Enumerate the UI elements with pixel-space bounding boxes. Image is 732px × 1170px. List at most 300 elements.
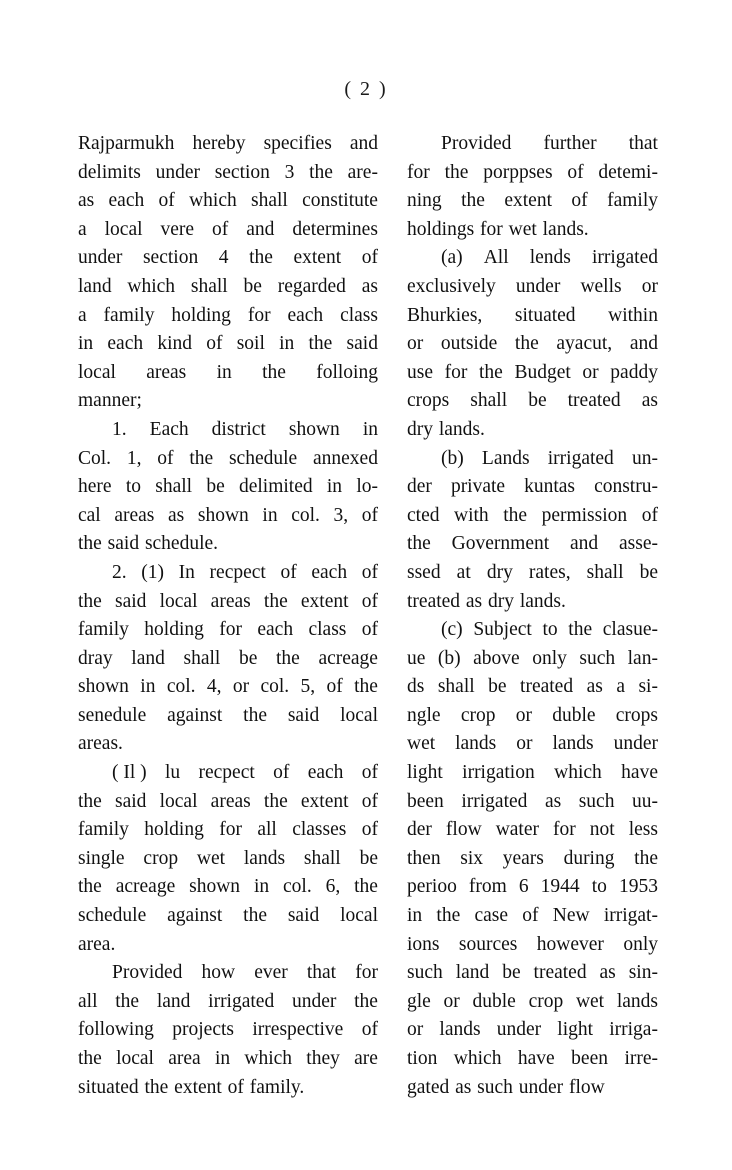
word: treated — [533, 962, 587, 984]
word: light — [407, 762, 443, 784]
word: flow — [445, 819, 482, 841]
word: or — [641, 275, 658, 297]
text-line — [78, 730, 378, 759]
word: which — [189, 190, 237, 212]
word: of — [361, 1019, 378, 1041]
word: irrigation — [462, 762, 535, 784]
word: within — [608, 304, 658, 326]
text-line — [112, 759, 378, 788]
word: the — [461, 190, 485, 212]
word: Col. — [78, 447, 112, 469]
text-line — [407, 645, 658, 674]
text-line — [78, 1016, 378, 1045]
word: ayacut, — [556, 333, 613, 355]
word: (b) — [437, 647, 461, 669]
word: recpect — [198, 762, 255, 784]
word: porppses — [483, 161, 553, 183]
word: as — [361, 275, 378, 297]
text-line — [407, 959, 658, 988]
word: as — [586, 676, 603, 698]
word: be — [243, 275, 262, 297]
word: lan- — [627, 647, 658, 669]
word: irrigated — [547, 447, 614, 469]
text-line — [78, 530, 378, 559]
text-line — [407, 988, 658, 1017]
word: hereby — [192, 133, 246, 154]
word: in — [140, 676, 156, 698]
word: constru- — [594, 476, 658, 498]
word: as — [465, 590, 483, 612]
text-line — [78, 244, 378, 273]
word: kind — [157, 333, 192, 355]
word: dry — [487, 590, 514, 612]
word: the — [78, 1048, 102, 1069]
word: family — [78, 819, 129, 841]
word: cted — [407, 504, 440, 526]
word: in — [407, 905, 423, 927]
word: or — [443, 990, 460, 1012]
word: the — [568, 619, 593, 641]
word: local — [116, 1048, 154, 1069]
paragraph — [407, 244, 658, 444]
word: which — [453, 1048, 502, 1069]
word: as — [78, 190, 95, 212]
word: the — [78, 590, 102, 612]
word: during — [563, 847, 615, 869]
word: (b) — [441, 447, 464, 469]
text-line — [78, 1074, 378, 1103]
word: (c) — [441, 619, 463, 641]
word: detemi- — [598, 161, 658, 183]
word: schedule. — [144, 533, 219, 555]
word: that — [628, 133, 658, 154]
word: (1) — [141, 561, 165, 583]
word: area. — [78, 933, 116, 955]
word: 1944 — [540, 876, 580, 898]
word: shall — [190, 275, 228, 297]
word: be — [206, 476, 225, 498]
word: col. — [260, 676, 290, 698]
word: as — [168, 504, 185, 526]
text-line — [407, 702, 658, 731]
word: irrespective — [252, 1019, 344, 1041]
word: sources — [458, 933, 518, 955]
word: col. — [283, 876, 312, 898]
text-line — [407, 673, 658, 702]
word: crops — [407, 390, 450, 412]
word: schedule — [228, 447, 298, 469]
text-line — [407, 816, 658, 845]
word: as — [599, 962, 616, 984]
word: soil — [236, 333, 265, 355]
word: Government — [451, 533, 550, 555]
text-line — [78, 788, 378, 817]
word: dry — [407, 418, 433, 440]
word: said — [115, 790, 147, 812]
word: asse- — [619, 533, 658, 555]
word: of — [361, 819, 378, 841]
word: der — [407, 476, 432, 498]
word: section — [142, 247, 199, 269]
text-line — [78, 816, 378, 845]
word: and — [349, 133, 378, 154]
word: for — [480, 218, 503, 240]
word: all — [257, 819, 277, 841]
word: crops — [615, 704, 658, 726]
text-line — [407, 416, 658, 445]
word: shall — [437, 676, 475, 698]
left-column — [78, 130, 378, 1102]
word: sin- — [628, 962, 658, 984]
word: in — [253, 876, 270, 898]
word: of — [206, 333, 223, 355]
text-line — [407, 873, 658, 902]
word: how — [201, 962, 236, 984]
word: family — [78, 619, 129, 641]
word: in — [279, 333, 295, 355]
word: local — [159, 590, 198, 612]
word: crop — [460, 704, 496, 726]
word: of — [326, 676, 343, 698]
word: folloing — [316, 361, 378, 383]
word: areas — [210, 590, 251, 612]
word: irriga- — [609, 1019, 658, 1041]
word: Provided — [112, 962, 183, 984]
word: ue — [407, 647, 426, 669]
word: of — [361, 762, 378, 784]
word: outside — [440, 333, 498, 355]
word: or — [407, 333, 424, 355]
word: the — [634, 847, 658, 869]
word: of — [273, 762, 290, 784]
word: above — [473, 647, 520, 669]
word: irrigated — [461, 790, 528, 812]
word: land — [78, 275, 112, 297]
word: said — [287, 905, 320, 927]
word: be — [528, 390, 547, 412]
text-line — [78, 702, 378, 731]
word: the — [275, 647, 300, 669]
word: against — [167, 905, 223, 927]
word: under — [78, 247, 123, 269]
word: kuntas — [524, 476, 576, 498]
word: under — [613, 733, 658, 755]
text-line — [407, 187, 658, 216]
word: ds — [407, 676, 425, 698]
word: for — [553, 819, 576, 841]
word: gated — [407, 1076, 450, 1098]
word: a — [78, 304, 87, 326]
word: of — [522, 905, 539, 927]
word: family — [607, 190, 658, 212]
word: each — [257, 619, 294, 641]
word: ning — [407, 190, 442, 212]
word: dray — [78, 647, 113, 669]
word: the — [503, 504, 528, 526]
text-line — [441, 445, 658, 474]
word: the — [436, 905, 461, 927]
paragraph — [407, 445, 658, 617]
word: case — [474, 905, 509, 927]
word: single — [78, 847, 125, 869]
word: class — [308, 619, 347, 641]
word: of — [227, 1076, 244, 1098]
word: constitute — [302, 190, 378, 212]
word: holding — [144, 619, 204, 641]
word: here — [78, 476, 112, 498]
word: delimits — [78, 161, 141, 183]
word: local — [159, 790, 198, 812]
word: for — [219, 819, 242, 841]
word: have — [517, 1048, 555, 1069]
word: col. — [166, 676, 196, 698]
word: flow — [569, 1076, 605, 1098]
text-line — [407, 216, 658, 245]
word: land — [156, 990, 191, 1012]
word: less — [628, 819, 658, 841]
text-line — [78, 187, 378, 216]
word: of — [280, 561, 297, 583]
word: are- — [347, 161, 378, 183]
word: holding — [171, 304, 231, 326]
word: wet — [407, 733, 436, 755]
word: extent — [300, 790, 349, 812]
text-line — [441, 244, 658, 273]
word: recpect — [209, 561, 266, 583]
word: ever — [254, 962, 288, 984]
word: said — [115, 590, 147, 612]
word: Lands — [481, 447, 530, 469]
word: vere — [160, 218, 195, 240]
word: 1, — [126, 447, 142, 469]
word: be — [488, 676, 507, 698]
word: to — [125, 476, 141, 498]
text-line — [78, 330, 378, 359]
word: duble — [472, 990, 516, 1012]
word: shall — [155, 476, 193, 498]
word: be — [238, 647, 258, 669]
word: extent — [293, 247, 342, 269]
word: which — [554, 762, 602, 784]
word: lo- — [356, 476, 378, 498]
word: be — [502, 962, 521, 984]
word: irre- — [624, 1048, 658, 1069]
page-number: ( 2 ) — [344, 78, 388, 100]
paragraph — [407, 130, 658, 244]
word: shown — [197, 504, 249, 526]
text-line — [407, 530, 658, 559]
word: the — [263, 790, 288, 812]
word: in — [78, 333, 94, 355]
text-line — [407, 359, 658, 388]
word: in — [214, 1048, 231, 1069]
paragraph — [78, 959, 378, 1102]
text-line — [78, 645, 378, 674]
word: they — [306, 1048, 340, 1069]
word: areas — [114, 504, 155, 526]
word: not — [589, 819, 615, 841]
word: the — [407, 533, 431, 555]
word: shall — [303, 847, 341, 869]
text-line — [407, 759, 658, 788]
text-line — [78, 159, 378, 188]
word: as — [641, 390, 658, 412]
word: the — [78, 790, 102, 812]
text-line — [78, 302, 378, 331]
paragraph — [78, 130, 378, 416]
word: local — [340, 704, 378, 726]
word: holding — [144, 819, 204, 841]
word: treated — [567, 390, 621, 412]
word: treated — [407, 590, 461, 612]
word: water — [495, 819, 539, 841]
word: in — [262, 504, 278, 526]
word: specifies — [263, 133, 332, 154]
word: extent — [504, 190, 552, 212]
word: however — [536, 933, 604, 955]
word: the — [249, 247, 273, 269]
word: extent — [300, 590, 349, 612]
word: shall — [586, 561, 624, 583]
word: only — [532, 647, 567, 669]
word: classes — [292, 819, 347, 841]
text-line — [407, 1045, 658, 1074]
word: lands. — [519, 590, 566, 612]
word: 4, — [206, 676, 222, 698]
word: or — [232, 676, 250, 698]
word: a — [78, 218, 87, 240]
text-line — [78, 273, 378, 302]
word: regarded — [277, 275, 346, 297]
text-line — [407, 330, 658, 359]
word: with — [454, 504, 489, 526]
word: the — [144, 1076, 169, 1098]
word: gle — [407, 990, 431, 1012]
text-line — [407, 902, 658, 931]
word: for — [444, 361, 468, 383]
word: the — [354, 876, 378, 898]
word: permission — [541, 504, 628, 526]
word: lu — [164, 762, 181, 784]
word: der — [407, 819, 432, 841]
word: annexed — [312, 447, 378, 469]
text-line — [407, 473, 658, 502]
word: extent — [174, 1076, 222, 1098]
word: the — [78, 533, 102, 555]
text-line — [78, 502, 378, 531]
word: ( Il ) — [112, 762, 147, 784]
word: 6 — [518, 876, 529, 898]
text-line — [407, 730, 658, 759]
word: irrigated — [591, 247, 658, 269]
text-line — [112, 416, 378, 445]
word: Rajparmukh — [78, 133, 175, 154]
text-line — [78, 445, 378, 474]
word: then — [407, 847, 441, 869]
word: the — [444, 161, 469, 183]
text-line — [78, 902, 378, 931]
word: shown — [288, 418, 340, 440]
word: further — [543, 133, 597, 154]
word: 3 — [284, 161, 295, 183]
word: rates, — [528, 561, 571, 583]
word: for — [407, 161, 430, 183]
word: such — [579, 647, 616, 669]
word: areas. — [78, 733, 123, 755]
text-line — [78, 359, 378, 388]
word: in — [216, 361, 232, 383]
word: such — [578, 790, 615, 812]
word: lands. — [438, 418, 485, 440]
right-column — [407, 130, 658, 1102]
word: local — [104, 218, 143, 240]
word: shall — [251, 190, 288, 212]
word: lands. — [542, 218, 589, 240]
word: each — [307, 762, 344, 784]
word: are — [354, 1048, 378, 1069]
word: all — [78, 990, 98, 1012]
word: 4 — [218, 247, 229, 269]
word: Subject — [473, 619, 532, 641]
word: that — [306, 962, 337, 984]
word: family. — [249, 1076, 305, 1098]
word: or — [582, 361, 599, 383]
word: which — [127, 275, 176, 297]
word: paddy — [610, 361, 658, 383]
paragraph — [78, 559, 378, 759]
word: been — [571, 1048, 608, 1069]
word: lands — [552, 733, 594, 755]
word: of — [212, 218, 229, 240]
word: wet — [196, 847, 226, 869]
word: lands — [439, 1019, 481, 1041]
word: or — [407, 1019, 424, 1041]
word: treated — [520, 676, 574, 698]
word: (a) — [441, 247, 463, 269]
paragraph — [78, 759, 378, 959]
word: or — [515, 704, 532, 726]
word: In — [178, 561, 195, 583]
word: of — [567, 161, 584, 183]
word: the — [115, 990, 140, 1012]
word: senedule — [78, 704, 147, 726]
word: ssed — [407, 561, 441, 583]
word: shown — [189, 876, 241, 898]
word: for — [355, 962, 378, 984]
word: each — [107, 333, 144, 355]
word: dry — [486, 561, 513, 583]
word: schedule — [78, 905, 147, 927]
word: lands — [455, 733, 497, 755]
text-line — [407, 302, 658, 331]
word: and — [629, 333, 658, 355]
word: the — [479, 361, 503, 383]
word: the — [514, 333, 539, 355]
word: such — [477, 1076, 513, 1098]
word: private — [450, 476, 506, 498]
word: in — [362, 418, 378, 440]
word: exclusively — [407, 275, 496, 297]
text-line — [78, 473, 378, 502]
word: the — [189, 447, 214, 469]
word: or — [516, 733, 533, 755]
word: class — [340, 304, 378, 326]
word: irrigated — [208, 990, 275, 1012]
text-line — [407, 273, 658, 302]
word: of — [571, 190, 588, 212]
word: the — [243, 704, 267, 726]
word: the — [78, 876, 102, 898]
